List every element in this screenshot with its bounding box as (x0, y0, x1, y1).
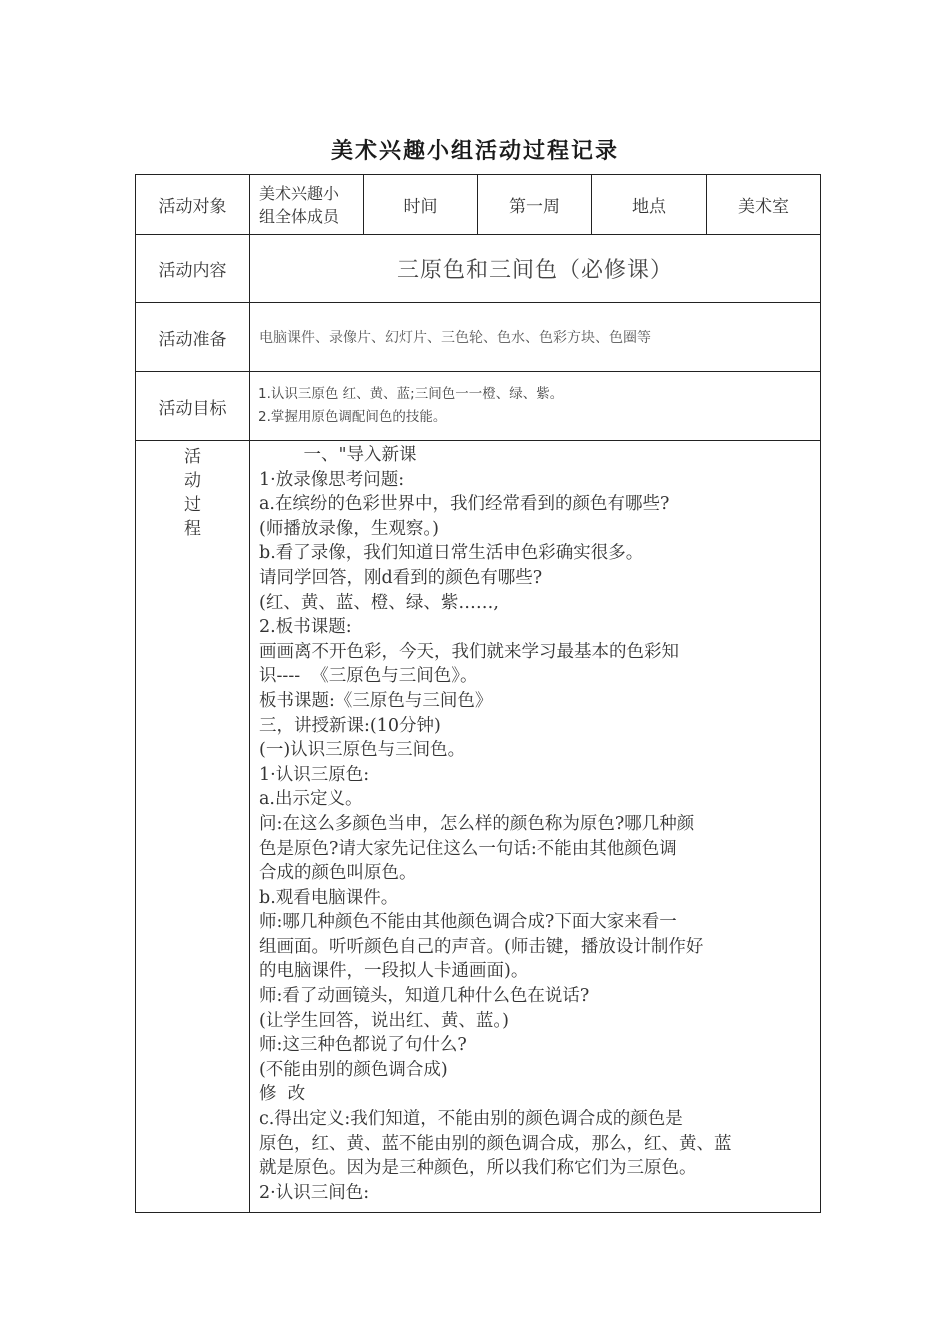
row-activity-content (136, 235, 821, 303)
process-line: 色是原色?请大家先记住这么一句话:不能由其他颜色调 (259, 838, 677, 859)
activity-target-line2: 组全体成员 (259, 206, 340, 226)
label-activity-goals: 活动目标 (136, 372, 250, 441)
process-line: 识---- 《三原色与三间色》。 (259, 666, 478, 687)
activity-target-line1: 美术兴趣小 (259, 183, 340, 203)
label-activity-preparation: 活动准备 (136, 303, 250, 372)
process-line: 合成的颜色叫原色。 (259, 863, 417, 884)
process-label-char: 过 (184, 495, 201, 515)
process-line: 三，讲授新课:(10分钟) (259, 715, 441, 736)
process-line: a.在缤纷的色彩世界中，我们经常看到的颜色有哪些? (259, 494, 670, 515)
label-time: 时间 (364, 175, 478, 235)
activity-content-value: 三原色和三间色（必修课） (250, 235, 821, 303)
row-activity-preparation (136, 303, 821, 372)
process-line: 1·放录像思考问题: (259, 469, 405, 490)
process-line: b.看了录像，我们知道日常生活申色彩确实很多。 (259, 543, 644, 564)
process-line: b.观看电脑课件。 (259, 887, 399, 908)
label-place: 地点 (592, 175, 707, 235)
activity-target-value (250, 175, 364, 235)
process-line: c.得出定义:我们知道，不能由别的颜色调合成的颜色是 (259, 1109, 683, 1130)
activity-preparation-value: 电脑课件、录像片、幻灯片、三色轮、色水、色彩方块、色圈等 (250, 303, 821, 372)
process-line: 画画离不开色彩，今天，我们就来学习最基本的色彩知 (259, 641, 679, 662)
process-line: (让学生回答，说出红、黄、蓝。) (259, 1010, 509, 1031)
goal-1: 1.认识三原色 红、黄、蓝;三间色一一橙、绿、紫。 (258, 386, 564, 402)
process-line: 的电脑课件，一段拟人卡通画面)。 (259, 961, 529, 982)
process-label-char: 活 (184, 447, 201, 467)
process-line: 问:在这么多颜色当申，怎么样的颜色称为原色?哪几种颜 (259, 813, 695, 834)
activity-goals-value (250, 372, 821, 441)
process-line: 组画面。听听颜色自己的声音。(师击键，播放设计制作好 (259, 936, 704, 957)
process-line: (不能由别的颜色调合成) (259, 1059, 448, 1080)
process-line: 2.板书课题: (259, 617, 352, 638)
goal-2: 2.掌握用原色调配间色的技能。 (258, 409, 447, 425)
process-line: 2·认识三间色: (259, 1182, 370, 1203)
activity-record-table (135, 174, 821, 1213)
process-line: (师播放录像，生观察。) (259, 518, 439, 539)
process-line: (一)认识三原色与三间色。 (259, 740, 466, 761)
process-line: 师:这三种色都说了句什么? (259, 1035, 467, 1056)
activity-process-content (250, 441, 821, 1213)
process-label-char: 程 (184, 519, 201, 539)
process-line: 请同学回答，刚d看到的颜色有哪些? (259, 567, 543, 588)
label-activity-content: 活动内容 (136, 235, 250, 303)
place-value: 美术室 (707, 175, 821, 235)
process-line: 修 改 (259, 1084, 306, 1105)
time-value: 第一周 (478, 175, 592, 235)
process-line: (红、黄、蓝、橙、绿、紫……, (259, 592, 499, 613)
row-activity-process (136, 441, 821, 1213)
label-activity-process (136, 441, 250, 1213)
document-title: 美术兴趣小组活动过程记录 (330, 138, 619, 164)
process-line: 一、"导入新课 (259, 445, 417, 465)
process-line: 原色，红、黄、蓝不能由别的颜色调合成，那么，红、黄、蓝 (259, 1133, 732, 1154)
process-line: 板书课题:《三原色与三间色》 (259, 690, 493, 711)
row-activity-goals (136, 372, 821, 441)
process-line: 师:哪几种颜色不能由其他颜色调合成?下面大家来看一 (259, 912, 677, 933)
process-line: 就是原色。因为是三种颜色，所以我们称它们为三原色。 (259, 1158, 697, 1179)
process-line: a.出示定义。 (259, 789, 363, 810)
label-activity-target: 活动对象 (136, 175, 250, 235)
process-line: 师:看了动画镜头，知道几种什么色在说话? (259, 986, 590, 1007)
row-basic-info (136, 175, 821, 235)
process-line: 1·认识三原色: (259, 764, 370, 785)
process-label-char: 动 (184, 471, 201, 491)
